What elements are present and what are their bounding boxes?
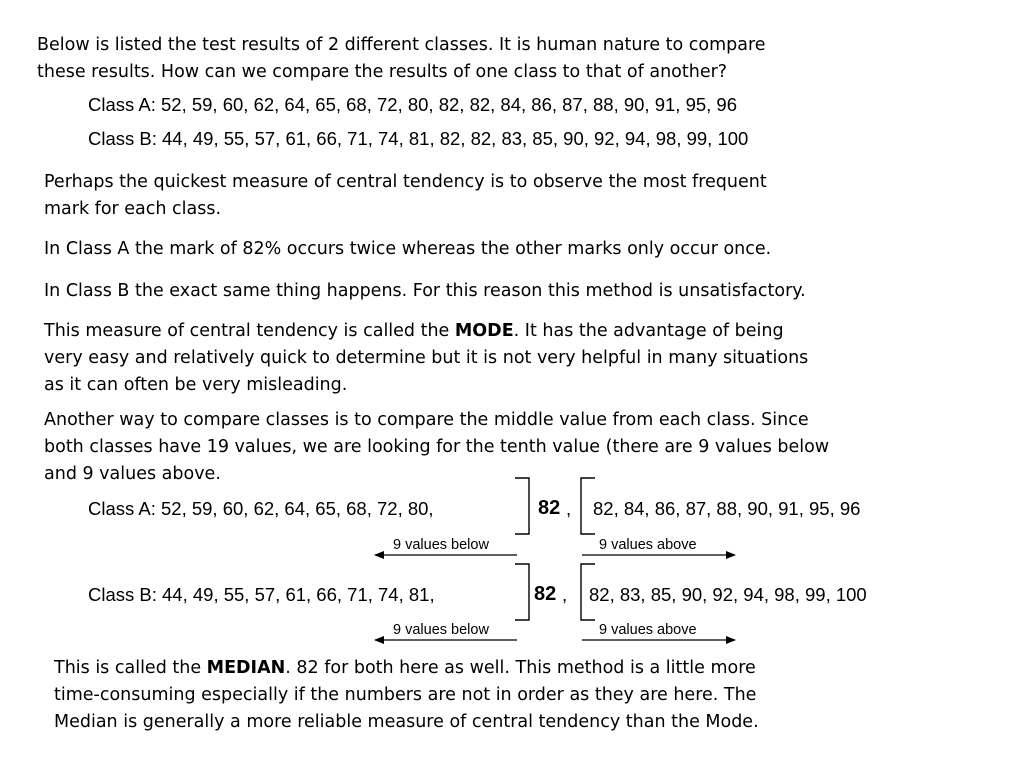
class-a-median-value: 82 (538, 497, 561, 519)
class-a-above-label: 9 values above (599, 537, 697, 553)
class-a-below-label: 9 values below (393, 537, 489, 553)
median-intro-paragraph: Another way to compare classes is to compare the middle value from each class. Since both classes have 19 values, we are looking for the tenth value (there are 9 values below and 9 values above. (44, 410, 830, 484)
class-a-left-bracket (515, 478, 529, 534)
mode-paragraph-1: Perhaps the quickest measure of central tendency is to observe the most frequent mark for each class. (44, 172, 767, 219)
mode-term: MODE (454, 321, 514, 341)
mode-paragraph-3: In Class B the exact same thing happens. For this reason this method is unsatisfactory. (44, 281, 806, 301)
mode-paragraph-2: In Class A the mark of 82% occurs twice whereas the other marks only occur once. (44, 239, 772, 259)
conclusion-text-before: This is called the (54, 658, 207, 678)
mode-text-before: This measure of central tendency is called the (44, 321, 455, 341)
median-term: MEDIAN (206, 658, 286, 678)
class-a-median-comma: , (566, 498, 572, 519)
class-a-lower-values: Class A: 52, 59, 60, 62, 64, 65, 68, 72, 80, (88, 498, 434, 519)
class-b-below-label: 9 values below (393, 622, 489, 638)
class-b-scores: Class B: 44, 49, 55, 57, 61, 66, 71, 74, 81, 82, 82, 83, 85, 90, 92, 94, 98, 99, 100 (88, 128, 749, 149)
class-b-right-bracket (581, 564, 595, 620)
class-a-right-bracket (581, 478, 595, 534)
class-b-median-comma: , (562, 584, 568, 605)
class-b-left-bracket (515, 564, 529, 620)
class-b-median-value: 82 (534, 583, 557, 605)
median-conclusion-paragraph (54, 655, 1014, 736)
class-b-lower-values: Class B: 44, 49, 55, 57, 61, 66, 71, 74, 81, (88, 584, 435, 605)
class-b-above-label: 9 values above (599, 622, 697, 638)
conclusion-text-after: . 82 for both here as well. This method is a little more time-consuming especially if the numbers are not in order as they are here. The Median is generally a more reliable measure of central tendency than the Mode. (54, 658, 759, 732)
mode-text-after: . It has the advantage of being very easy and relatively quick to determine but it is not very helpful in many situations as it can often be very misleading. (44, 321, 809, 395)
class-a-scores: Class A: 52, 59, 60, 62, 64, 65, 68, 72, 80, 82, 82, 84, 86, 87, 88, 90, 91, 95, 96 (88, 94, 738, 115)
intro-paragraph: Below is listed the test results of 2 different classes. It is human nature to compare these results. How can we compare the results of one class to that of another? (37, 35, 766, 82)
class-a-upper-values: 82, 84, 86, 87, 88, 90, 91, 95, 96 (593, 498, 861, 519)
class-b-upper-values: 82, 83, 85, 90, 92, 94, 98, 99, 100 (589, 584, 867, 605)
